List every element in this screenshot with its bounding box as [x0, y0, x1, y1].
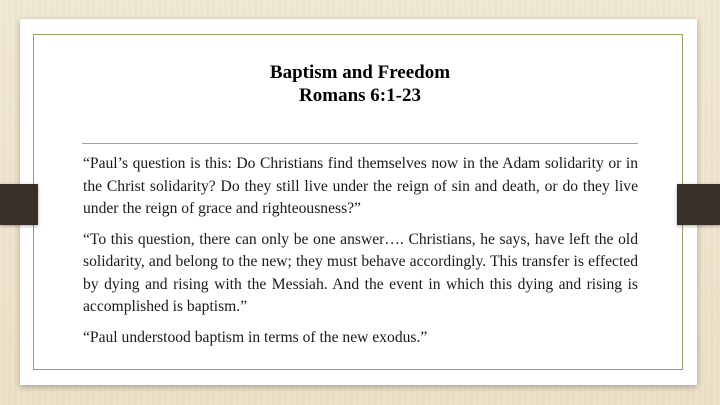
slide-body: [83, 153, 638, 357]
left-tab-decoration: [0, 184, 38, 225]
quote-paragraph-1: “Paul’s question is this: Do Christians find themselves now in the Adam solidarity or in the Christ solidarity? Do they still live under the reign of sin and death, or do they live under the reign of grace and righteousness?”: [83, 155, 638, 217]
quote-paragraph-3: “Paul understood baptism in terms of the new exodus.”: [83, 328, 428, 346]
slide-title: Baptism and Freedom: [269, 62, 451, 83]
slide-subtitle: Romans 6:1-23: [299, 85, 421, 106]
quote-paragraph-2: “To this question, there can only be one answer…. Christians, he says, have left the old solidarity, and belong to the new; they must behave accordingly. This transfer is effected by dying and rising with the Messiah. And the event in which this dying and rising is accomplished is baptism.”: [83, 230, 638, 315]
right-tab-decoration: [677, 184, 720, 225]
title-block: [0, 61, 720, 107]
title-divider: [82, 143, 638, 144]
